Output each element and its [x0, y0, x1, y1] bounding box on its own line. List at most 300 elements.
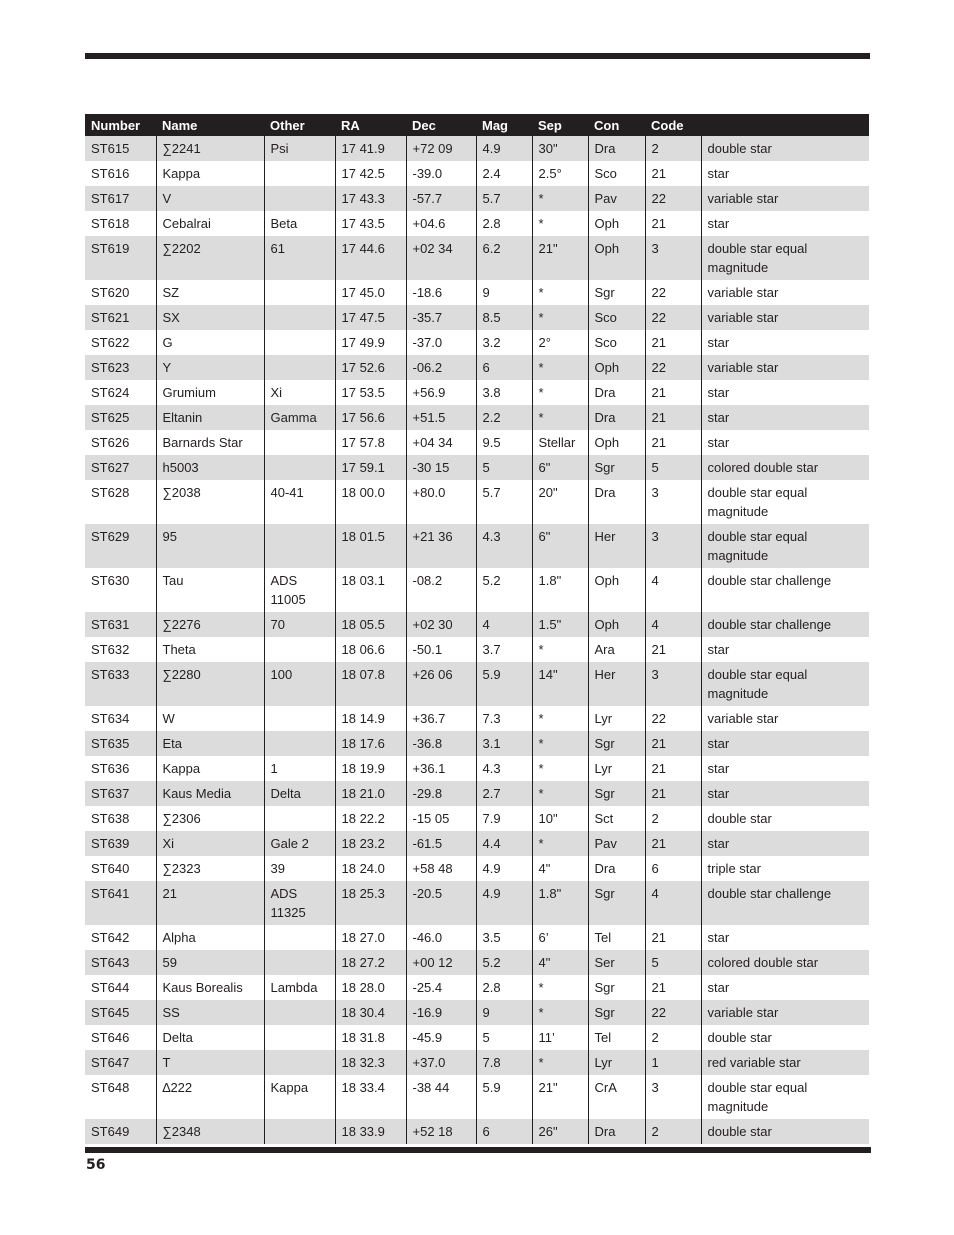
column-header-con: Con: [588, 114, 645, 136]
cell-other: [264, 280, 335, 305]
cell-name: Eta: [156, 731, 264, 756]
cell-ra: 17 45.0: [335, 280, 406, 305]
cell-dec: +58 48: [406, 856, 476, 881]
cell-other: [264, 1050, 335, 1075]
cell-code: 21: [645, 211, 701, 236]
cell-mag: 5.9: [476, 1075, 532, 1119]
cell-sep: 6’: [532, 925, 588, 950]
table-row: [85, 731, 869, 756]
cell-dec: +51.5: [406, 405, 476, 430]
cell-description: double star equal magnitude: [701, 1075, 869, 1119]
cell-number: ST630: [85, 568, 156, 612]
cell-con: Sgr: [588, 1000, 645, 1025]
cell-con: Her: [588, 524, 645, 568]
cell-ra: 18 30.4: [335, 1000, 406, 1025]
cell-con: Oph: [588, 568, 645, 612]
cell-sep: *: [532, 756, 588, 781]
cell-other: [264, 637, 335, 662]
cell-mag: 6.2: [476, 236, 532, 280]
cell-sep: *: [532, 355, 588, 380]
cell-sep: *: [532, 637, 588, 662]
cell-dec: -38 44: [406, 1075, 476, 1119]
cell-con: Sct: [588, 806, 645, 831]
cell-number: ST640: [85, 856, 156, 881]
cell-other: [264, 925, 335, 950]
cell-con: Lyr: [588, 1050, 645, 1075]
cell-name: ∑2280: [156, 662, 264, 706]
cell-other: [264, 1025, 335, 1050]
cell-sep: *: [532, 1000, 588, 1025]
cell-dec: -57.7: [406, 186, 476, 211]
cell-code: 3: [645, 236, 701, 280]
cell-con: Dra: [588, 380, 645, 405]
cell-sep: 1.8": [532, 881, 588, 925]
cell-other: [264, 455, 335, 480]
cell-description: red variable star: [701, 1050, 869, 1075]
cell-dec: -30 15: [406, 455, 476, 480]
cell-description: variable star: [701, 355, 869, 380]
cell-name: Tau: [156, 568, 264, 612]
cell-sep: *: [532, 731, 588, 756]
cell-dec: -39.0: [406, 161, 476, 186]
cell-number: ST638: [85, 806, 156, 831]
cell-mag: 9: [476, 1000, 532, 1025]
cell-ra: 18 03.1: [335, 568, 406, 612]
cell-con: Sgr: [588, 781, 645, 806]
cell-dec: +56.9: [406, 380, 476, 405]
cell-code: 22: [645, 305, 701, 330]
cell-description: double star: [701, 1025, 869, 1050]
cell-code: 5: [645, 455, 701, 480]
cell-sep: 4": [532, 856, 588, 881]
cell-description: double star equal magnitude: [701, 236, 869, 280]
cell-name: Cebalrai: [156, 211, 264, 236]
cell-other: 1: [264, 756, 335, 781]
cell-description: double star equal magnitude: [701, 480, 869, 524]
cell-mag: 7.8: [476, 1050, 532, 1075]
table-row: [85, 612, 869, 637]
table-row: [85, 1025, 869, 1050]
cell-other: [264, 1000, 335, 1025]
cell-con: Sgr: [588, 881, 645, 925]
cell-code: 21: [645, 831, 701, 856]
cell-other: [264, 430, 335, 455]
column-header-number: Number: [85, 114, 156, 136]
cell-ra: 18 19.9: [335, 756, 406, 781]
table-row: [85, 280, 869, 305]
cell-description: triple star: [701, 856, 869, 881]
cell-number: ST636: [85, 756, 156, 781]
cell-mag: 5: [476, 1025, 532, 1050]
cell-number: ST631: [85, 612, 156, 637]
cell-name: Grumium: [156, 380, 264, 405]
cell-ra: 17 42.5: [335, 161, 406, 186]
cell-dec: +00 12: [406, 950, 476, 975]
cell-mag: 5.2: [476, 950, 532, 975]
cell-dec: +26 06: [406, 662, 476, 706]
cell-code: 22: [645, 186, 701, 211]
cell-ra: 17 57.8: [335, 430, 406, 455]
cell-code: 21: [645, 925, 701, 950]
cell-con: Sco: [588, 161, 645, 186]
table-row: [85, 211, 869, 236]
cell-sep: 21": [532, 1075, 588, 1119]
cell-description: star: [701, 831, 869, 856]
cell-number: ST617: [85, 186, 156, 211]
cell-mag: 6: [476, 1119, 532, 1144]
cell-number: ST643: [85, 950, 156, 975]
cell-mag: 5.9: [476, 662, 532, 706]
cell-name: V: [156, 186, 264, 211]
bottom-rule: [85, 1147, 871, 1153]
cell-sep: 6": [532, 524, 588, 568]
cell-sep: 21": [532, 236, 588, 280]
cell-ra: 17 43.3: [335, 186, 406, 211]
cell-other: 100: [264, 662, 335, 706]
cell-other: Xi: [264, 380, 335, 405]
cell-ra: 18 24.0: [335, 856, 406, 881]
cell-ra: 18 27.0: [335, 925, 406, 950]
cell-description: double star equal magnitude: [701, 524, 869, 568]
table-row: [85, 524, 869, 568]
cell-mag: 5.2: [476, 568, 532, 612]
column-header-sep: Sep: [532, 114, 588, 136]
cell-mag: 4.9: [476, 136, 532, 161]
cell-ra: 18 33.9: [335, 1119, 406, 1144]
cell-code: 3: [645, 662, 701, 706]
cell-con: Sco: [588, 305, 645, 330]
cell-sep: 4": [532, 950, 588, 975]
cell-other: Gamma: [264, 405, 335, 430]
cell-sep: *: [532, 1050, 588, 1075]
cell-mag: 9.5: [476, 430, 532, 455]
cell-dec: +02 30: [406, 612, 476, 637]
cell-sep: 20": [532, 480, 588, 524]
cell-dec: -18.6: [406, 280, 476, 305]
cell-number: ST646: [85, 1025, 156, 1050]
cell-name: Kappa: [156, 161, 264, 186]
cell-con: Ara: [588, 637, 645, 662]
cell-con: Sgr: [588, 455, 645, 480]
cell-con: Dra: [588, 480, 645, 524]
cell-ra: 17 41.9: [335, 136, 406, 161]
cell-mag: 2.4: [476, 161, 532, 186]
cell-mag: 2.8: [476, 211, 532, 236]
cell-ra: 17 56.6: [335, 405, 406, 430]
cell-number: ST623: [85, 355, 156, 380]
cell-number: ST647: [85, 1050, 156, 1075]
cell-name: SS: [156, 1000, 264, 1025]
cell-mag: 6: [476, 355, 532, 380]
cell-sep: *: [532, 405, 588, 430]
cell-description: colored double star: [701, 950, 869, 975]
cell-dec: +72 09: [406, 136, 476, 161]
cell-name: Eltanin: [156, 405, 264, 430]
cell-ra: 18 06.6: [335, 637, 406, 662]
cell-name: Barnards Star: [156, 430, 264, 455]
cell-description: star: [701, 380, 869, 405]
table-row: [85, 568, 869, 612]
cell-description: star: [701, 925, 869, 950]
cell-other: [264, 524, 335, 568]
cell-ra: 18 22.2: [335, 806, 406, 831]
cell-number: ST637: [85, 781, 156, 806]
cell-dec: +04 34: [406, 430, 476, 455]
table-row: [85, 161, 869, 186]
cell-description: variable star: [701, 186, 869, 211]
cell-con: Ser: [588, 950, 645, 975]
cell-other: Lambda: [264, 975, 335, 1000]
table-row: [85, 975, 869, 1000]
cell-other: ADS 11325: [264, 881, 335, 925]
cell-con: Dra: [588, 405, 645, 430]
column-header-dec: Dec: [406, 114, 476, 136]
cell-other: 40-41: [264, 480, 335, 524]
cell-other: [264, 806, 335, 831]
cell-code: 21: [645, 380, 701, 405]
cell-description: star: [701, 637, 869, 662]
cell-name: ∑2276: [156, 612, 264, 637]
cell-description: variable star: [701, 706, 869, 731]
cell-ra: 18 01.5: [335, 524, 406, 568]
cell-number: ST615: [85, 136, 156, 161]
cell-ra: 17 53.5: [335, 380, 406, 405]
cell-code: 4: [645, 612, 701, 637]
cell-name: Kaus Borealis: [156, 975, 264, 1000]
table-row: [85, 662, 869, 706]
cell-con: Tel: [588, 1025, 645, 1050]
cell-description: star: [701, 405, 869, 430]
cell-other: 70: [264, 612, 335, 637]
cell-dec: +36.7: [406, 706, 476, 731]
cell-description: double star: [701, 136, 869, 161]
cell-name: Delta: [156, 1025, 264, 1050]
cell-name: Xi: [156, 831, 264, 856]
cell-sep: *: [532, 305, 588, 330]
cell-con: Sgr: [588, 975, 645, 1000]
table-row: [85, 925, 869, 950]
cell-ra: 17 52.6: [335, 355, 406, 380]
cell-name: G: [156, 330, 264, 355]
column-header-description: [701, 114, 869, 136]
cell-dec: +52 18: [406, 1119, 476, 1144]
cell-sep: *: [532, 380, 588, 405]
column-header-other: Other: [264, 114, 335, 136]
cell-description: star: [701, 731, 869, 756]
cell-con: Tel: [588, 925, 645, 950]
cell-other: ADS 11005: [264, 568, 335, 612]
cell-dec: -61.5: [406, 831, 476, 856]
cell-dec: -35.7: [406, 305, 476, 330]
cell-dec: +80.0: [406, 480, 476, 524]
cell-description: star: [701, 756, 869, 781]
cell-dec: -37.0: [406, 330, 476, 355]
cell-description: star: [701, 211, 869, 236]
cell-code: 6: [645, 856, 701, 881]
cell-mag: 3.5: [476, 925, 532, 950]
cell-name: ∑2038: [156, 480, 264, 524]
cell-dec: +02 34: [406, 236, 476, 280]
table-row: [85, 1075, 869, 1119]
cell-con: Oph: [588, 211, 645, 236]
cell-code: 4: [645, 881, 701, 925]
cell-name: ∑2202: [156, 236, 264, 280]
cell-other: [264, 305, 335, 330]
cell-number: ST628: [85, 480, 156, 524]
table-row: [85, 950, 869, 975]
cell-code: 21: [645, 430, 701, 455]
cell-mag: 5.7: [476, 186, 532, 211]
cell-ra: 18 17.6: [335, 731, 406, 756]
cell-ra: 18 31.8: [335, 1025, 406, 1050]
cell-dec: -06.2: [406, 355, 476, 380]
cell-con: Oph: [588, 430, 645, 455]
column-header-name: Name: [156, 114, 264, 136]
cell-number: ST620: [85, 280, 156, 305]
cell-name: Theta: [156, 637, 264, 662]
cell-ra: 18 23.2: [335, 831, 406, 856]
cell-description: variable star: [701, 1000, 869, 1025]
cell-description: double star: [701, 806, 869, 831]
cell-name: Y: [156, 355, 264, 380]
cell-other: [264, 355, 335, 380]
cell-number: ST627: [85, 455, 156, 480]
cell-name: Kappa: [156, 756, 264, 781]
cell-code: 21: [645, 731, 701, 756]
cell-number: ST619: [85, 236, 156, 280]
cell-code: 3: [645, 480, 701, 524]
cell-ra: 18 28.0: [335, 975, 406, 1000]
cell-ra: 18 25.3: [335, 881, 406, 925]
table-body: [85, 136, 869, 1144]
cell-sep: Stellar: [532, 430, 588, 455]
cell-sep: *: [532, 831, 588, 856]
cell-con: CrA: [588, 1075, 645, 1119]
cell-number: ST618: [85, 211, 156, 236]
table-row: [85, 831, 869, 856]
cell-other: [264, 1119, 335, 1144]
cell-code: 3: [645, 1075, 701, 1119]
cell-number: ST648: [85, 1075, 156, 1119]
table-row: [85, 455, 869, 480]
cell-con: Dra: [588, 1119, 645, 1144]
cell-number: ST645: [85, 1000, 156, 1025]
cell-ra: 17 59.1: [335, 455, 406, 480]
cell-ra: 17 44.6: [335, 236, 406, 280]
cell-con: Sgr: [588, 731, 645, 756]
cell-mag: 7.3: [476, 706, 532, 731]
cell-description: star: [701, 330, 869, 355]
cell-code: 21: [645, 330, 701, 355]
cell-other: [264, 161, 335, 186]
column-header-ra: RA: [335, 114, 406, 136]
cell-con: Oph: [588, 236, 645, 280]
cell-con: Lyr: [588, 756, 645, 781]
table-row: [85, 1000, 869, 1025]
cell-other: [264, 186, 335, 211]
cell-con: Lyr: [588, 706, 645, 731]
cell-sep: *: [532, 211, 588, 236]
cell-name: ∆222: [156, 1075, 264, 1119]
cell-name: W: [156, 706, 264, 731]
cell-mag: 2.7: [476, 781, 532, 806]
cell-other: [264, 731, 335, 756]
table-row: [85, 236, 869, 280]
cell-code: 21: [645, 637, 701, 662]
cell-code: 21: [645, 405, 701, 430]
table-row: [85, 355, 869, 380]
cell-name: T: [156, 1050, 264, 1075]
cell-mag: 2.2: [476, 405, 532, 430]
table-row: [85, 706, 869, 731]
cell-description: star: [701, 161, 869, 186]
cell-mag: 5: [476, 455, 532, 480]
cell-con: Pav: [588, 831, 645, 856]
cell-name: SX: [156, 305, 264, 330]
cell-con: Her: [588, 662, 645, 706]
cell-mag: 4.3: [476, 756, 532, 781]
cell-other: [264, 706, 335, 731]
cell-code: 3: [645, 524, 701, 568]
cell-ra: 17 43.5: [335, 211, 406, 236]
cell-name: Alpha: [156, 925, 264, 950]
cell-mag: 4.9: [476, 881, 532, 925]
cell-mag: 8.5: [476, 305, 532, 330]
cell-number: ST624: [85, 380, 156, 405]
cell-name: 95: [156, 524, 264, 568]
cell-number: ST641: [85, 881, 156, 925]
table-row: [85, 136, 869, 161]
cell-description: double star challenge: [701, 881, 869, 925]
top-rule: [85, 53, 870, 59]
table-row: [85, 1050, 869, 1075]
cell-code: 21: [645, 756, 701, 781]
cell-number: ST634: [85, 706, 156, 731]
cell-mag: 5.7: [476, 480, 532, 524]
cell-description: star: [701, 781, 869, 806]
cell-mag: 3.1: [476, 731, 532, 756]
cell-number: ST642: [85, 925, 156, 950]
cell-number: ST622: [85, 330, 156, 355]
cell-sep: *: [532, 280, 588, 305]
cell-number: ST621: [85, 305, 156, 330]
cell-mag: 4: [476, 612, 532, 637]
cell-other: Delta: [264, 781, 335, 806]
cell-description: star: [701, 975, 869, 1000]
cell-code: 5: [645, 950, 701, 975]
table-header: [85, 114, 869, 136]
cell-sep: 10": [532, 806, 588, 831]
cell-code: 21: [645, 781, 701, 806]
cell-number: ST633: [85, 662, 156, 706]
cell-code: 2: [645, 1025, 701, 1050]
cell-sep: *: [532, 706, 588, 731]
cell-name: SZ: [156, 280, 264, 305]
cell-name: Kaus Media: [156, 781, 264, 806]
table-row: [85, 305, 869, 330]
cell-sep: *: [532, 781, 588, 806]
cell-description: double star challenge: [701, 612, 869, 637]
cell-dec: -46.0: [406, 925, 476, 950]
cell-other: Gale 2: [264, 831, 335, 856]
table-row: [85, 186, 869, 211]
cell-number: ST616: [85, 161, 156, 186]
cell-sep: 2.5°: [532, 161, 588, 186]
cell-number: ST644: [85, 975, 156, 1000]
cell-mag: 4.4: [476, 831, 532, 856]
cell-dec: -25.4: [406, 975, 476, 1000]
cell-dec: -36.8: [406, 731, 476, 756]
